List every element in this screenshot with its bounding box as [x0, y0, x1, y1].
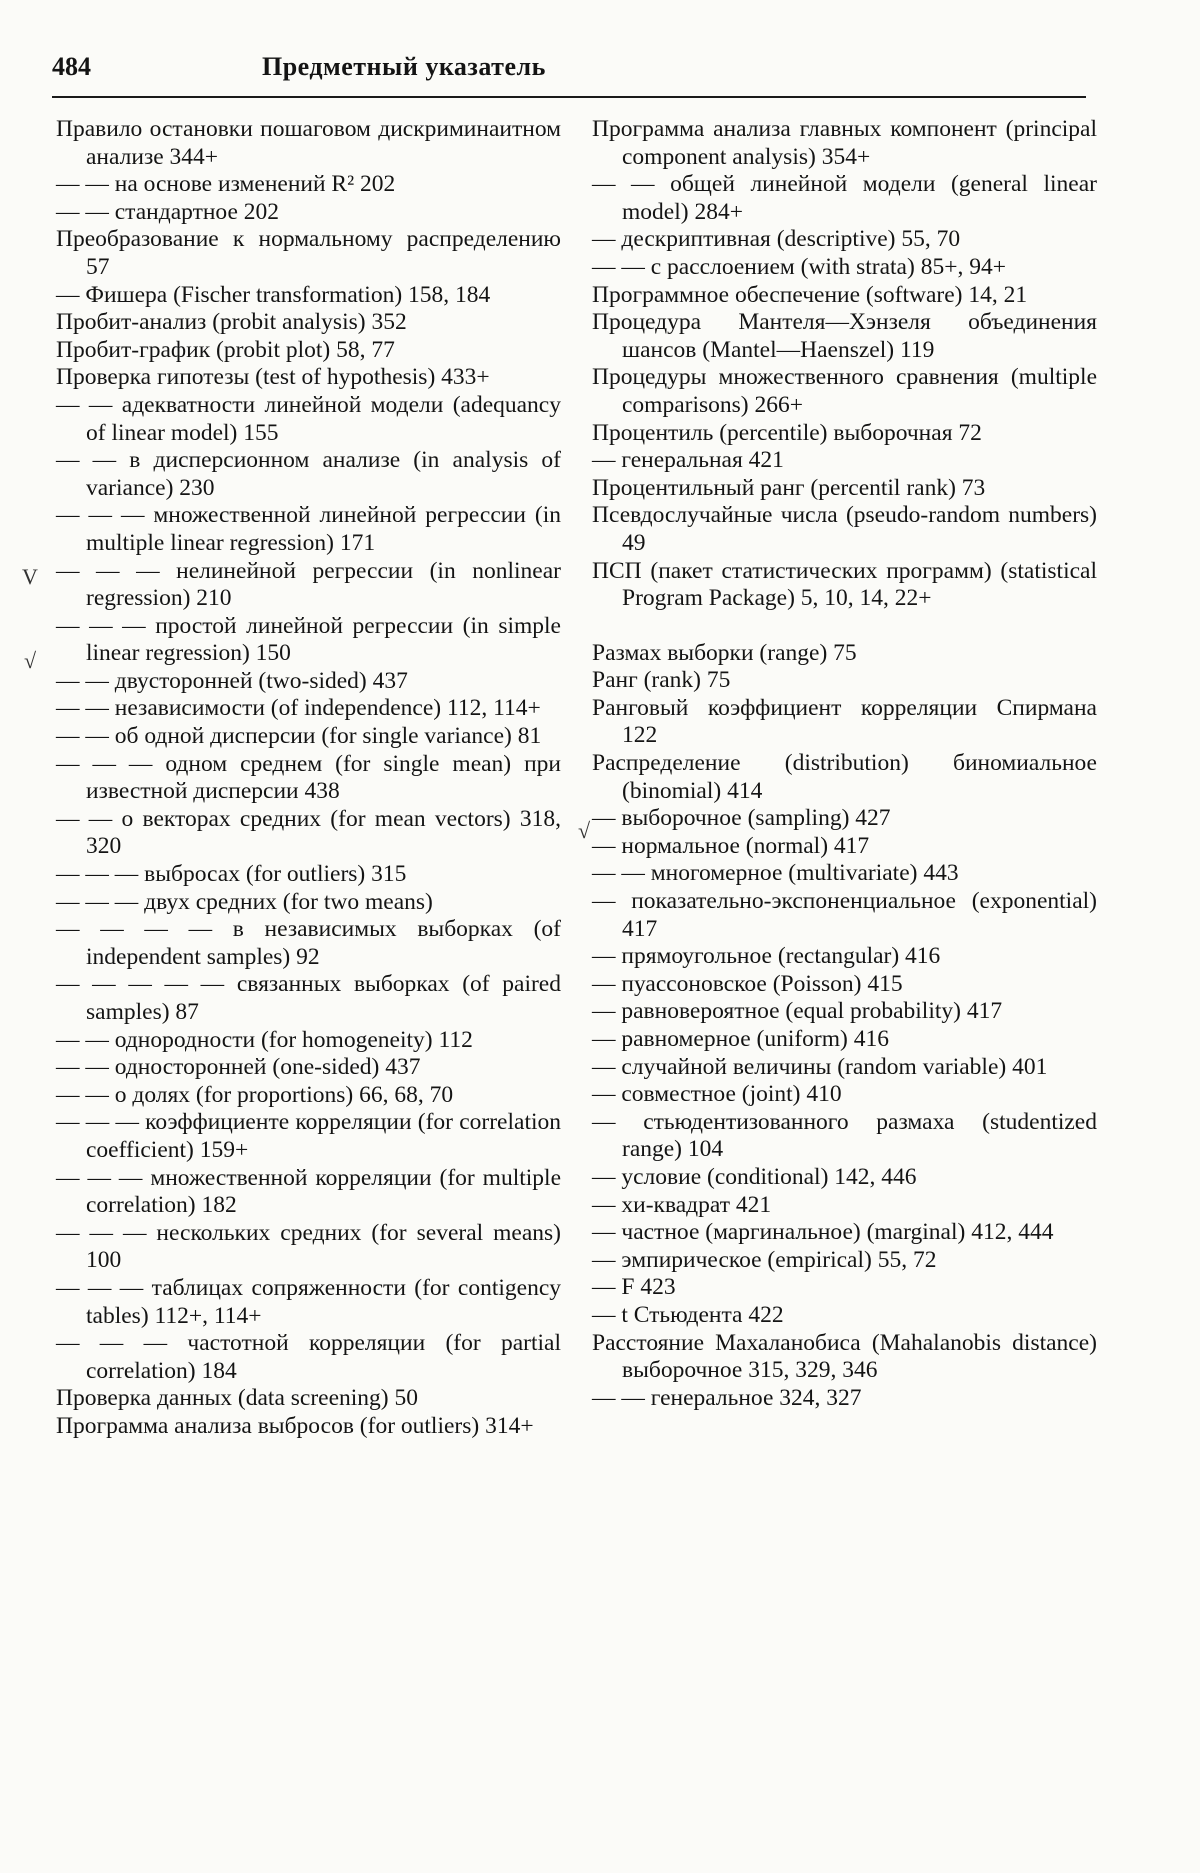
index-entry: Программное обеспечение (software) 14, 21 [592, 281, 1028, 308]
page-title: Предметный указатель [262, 52, 546, 81]
index-entry: — — — частотной корреляции (for partial correlation) 184 [56, 1330, 561, 1384]
index-entry: — — однородности (for homogeneity) 112 [56, 1026, 473, 1053]
index-entry: Процентильный ранг (percentil rank) 73 [592, 474, 986, 501]
index-entry: — F 423 [592, 1274, 676, 1301]
index-entry: — дескриптивная (descriptive) 55, 70 [592, 226, 961, 253]
index-entry: — — на основе изменений R² 202 [56, 171, 396, 198]
index-entry: — частное (маргинальное) (marginal) 412, 444 [592, 1219, 1054, 1246]
index-entry: Процедуры множественного сравнения (multiple comparisons) 266+ [592, 364, 1097, 418]
page-number: 484 [52, 52, 91, 81]
index-entry: ПСП (пакет статистических программ) (statistical Program Package) 5, 10, 14, 22+ [592, 557, 1097, 612]
index-entry: — — о векторах средних (for mean vectors) 318, 320 [56, 805, 561, 860]
index-entry: — — — одном среднем (for single mean) при известной дисперсии 438 [56, 750, 561, 805]
index-entry: — равномерное (uniform) 416 [592, 1026, 889, 1052]
index-entry: — — адекватности линейной модели (adequancy of linear model) 155 [56, 391, 561, 446]
index-entry: — — односторонней (one-sided) 437 [56, 1054, 421, 1081]
margin-checkmark: √ [24, 648, 37, 673]
index-entry: — стьюдентизованного размаха (studentized range) 104 [592, 1108, 1097, 1163]
index-entry: — нормальное (normal) 417 [592, 832, 870, 859]
index-entry: — Фишера (Fischer transformation) 158, 184 [56, 281, 491, 308]
index-entry: — случайной величины (random variable) 401 [592, 1053, 1048, 1080]
index-entry: — — — выбросах (for outliers) 315 [56, 861, 407, 888]
index-entry: — равновероятное (equal probability) 417 [592, 998, 1003, 1025]
margin-checkmark: √ [578, 818, 591, 843]
index-entry: Процентиль (percentile) выборочная 72 [592, 419, 982, 446]
index-entry: Ранг (rank) 75 [592, 667, 731, 694]
index-entry: Преобразование к нормальному распределению 57 [56, 226, 561, 280]
index-entry: — — — коэффициенте корреляции (for correlation coefficient) 159+ [56, 1109, 561, 1163]
index-entry: Псевдослучайные числа (pseudo-random numbers) 49 [592, 502, 1097, 556]
index-entry: — совместное (joint) 410 [592, 1081, 842, 1108]
page-header [52, 48, 1086, 98]
index-entry: Проверка гипотезы (test of hypothesis) 433+ [56, 364, 490, 391]
index-entry: — — общей линейной модели (general linear model) 284+ [592, 171, 1097, 225]
index-entry: Расстояние Махаланобиса (Mahalanobis distance) выборочное 315, 329, 346 [592, 1329, 1097, 1384]
index-entry: Программа анализа выбросов (for outliers) 314+ [56, 1412, 534, 1439]
index-entry: — выборочное (sampling) 427 [592, 805, 891, 832]
index-entry: — хи-квадрат 421 [592, 1191, 772, 1218]
index-entry: Процедура Мантеля—Хэнзеля объединения шансов (Mantel—Haenszel) 119 [592, 309, 1097, 363]
left-index-column [56, 116, 561, 1441]
index-entry: — — — — в независимых выборках (of independent samples) 92 [56, 916, 561, 970]
index-entry: — — — нелинейной регрессии (in nonlinear regression) 210 [56, 557, 561, 612]
index-entry: — — о долях (for proportions) 66, 68, 70 [56, 1081, 454, 1108]
index-entry: — t Стьюдента 422 [592, 1301, 784, 1328]
index-entry: — — — множественной линейной регрессии (in multiple linear regression) 171 [56, 502, 561, 556]
index-entry: Проверка данных (data screening) 50 [56, 1385, 419, 1412]
index-entry: — — двусторонней (two-sided) 437 [56, 667, 408, 694]
index-entry: — — независимости (of independence) 112, 114+ [56, 695, 541, 722]
index-entry: Правило остановки пошаговом дискриминаитном анализе 344+ [56, 116, 561, 170]
right-index-column [592, 116, 1097, 1412]
index-entry: — прямоугольное (rectangular) 416 [592, 943, 941, 970]
index-entry: Размах выборки (range) 75 [592, 639, 857, 666]
index-entry: Пробит-анализ (probit analysis) 352 [56, 309, 407, 336]
index-entry: — условие (conditional) 142, 446 [592, 1163, 917, 1190]
index-entry: Ранговый коэффициент корреляции Спирмана 122 [592, 694, 1097, 749]
index-entry: — — в дисперсионном анализе (in analysis of variance) 230 [56, 447, 561, 501]
index-entry: — эмпирическое (empirical) 55, 72 [592, 1246, 937, 1273]
index-entry: — — генеральное 324, 327 [592, 1384, 862, 1411]
index-entry: — генеральная 421 [592, 447, 784, 474]
index-entry: — показательно-экспоненциальное (exponential) 417 [592, 888, 1097, 942]
index-entry: — — — множественной корреляции (for multiple correlation) 182 [56, 1164, 561, 1219]
margin-checkmark: V [22, 564, 38, 589]
index-entry: — — — таблицах сопряженности (for contigency tables) 112+, 114+ [56, 1274, 561, 1329]
index-entry: — — — простой линейной регрессии (in simple linear regression) 150 [56, 612, 561, 667]
index-entry: — — — — — связанных выборках (of paired samples) 87 [56, 971, 561, 1025]
index-entry: Пробит-график (probit plot) 58, 77 [56, 336, 395, 363]
index-entry: — — об одной дисперсии (for single variance) 81 [56, 723, 542, 750]
index-entry: Распределение (distribution) биномиальное (binomial) 414 [592, 750, 1097, 804]
index-entry: — пуассоновское (Poisson) 415 [592, 970, 903, 997]
index-entry: — — — нескольких средних (for several means) 100 [56, 1219, 561, 1274]
index-entry: — — — двух средних (for two means) [56, 888, 433, 915]
index-entry: — — с расслоением (with strata) 85+, 94+ [592, 253, 1006, 280]
index-entry: Программа анализа главных компонент (principal component analysis) 354+ [592, 116, 1097, 170]
index-entry: — — стандартное 202 [56, 198, 280, 225]
index-entry: — — многомерное (multivariate) 443 [592, 860, 959, 887]
